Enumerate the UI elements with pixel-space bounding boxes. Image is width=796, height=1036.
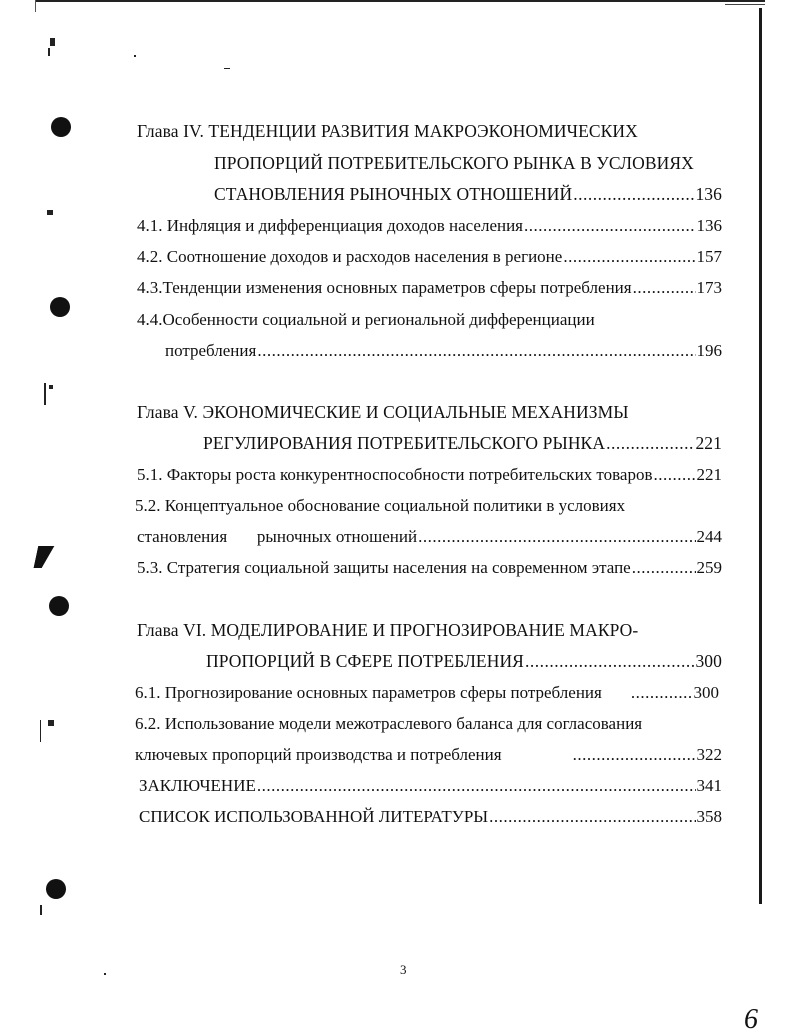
scan-speck [224,68,230,69]
corner-handwritten-mark: 6 [744,1004,758,1035]
chapter5-title-entry[interactable] [203,433,722,453]
toc-entry-page: 322 [696,745,722,764]
scan-speck [50,38,55,46]
toc-entry-label: 4.3.Тенденции изменения основных параметров сферы потребления [137,278,632,297]
leader-dots [563,247,695,267]
leader-dots [418,527,695,547]
scan-speck [40,905,42,915]
toc-entry-conclusion[interactable] [139,776,722,796]
chapter6-title-line2: ПРОПОРЦИЙ В СФЕРЕ ПОТРЕБЛЕНИЯ [206,651,524,671]
leader-dots [631,683,693,703]
chapter6-title-entry[interactable] [206,651,722,671]
toc-entry-page: 196 [696,341,722,360]
chapter4-title-line1: Глава IV. ТЕНДЕНЦИИ РАЗВИТИЯ МАКРОЭКОНОМИЧЕСКИХ [137,121,638,141]
toc-entry-label: потребления [165,341,257,360]
chapter5-title-line1: Глава V. ЭКОНОМИЧЕСКИЕ И СОЦИАЛЬНЫЕ МЕХАНИЗМЫ [137,402,629,422]
punch-hole-4 [46,879,66,899]
leader-dots [257,776,696,796]
toc-entry-label: ключевых пропорций производства и потребления [135,745,502,764]
toc-entry-page: 341 [696,776,722,795]
toc-entry-6-2[interactable] [135,745,722,765]
toc-entry-page: 259 [696,558,722,577]
toc-entry-4-1[interactable] [137,216,722,236]
scan-right-border [759,8,762,904]
scan-left-edge [35,0,36,12]
chapter4-page: 136 [695,184,722,204]
chapter6-title-line1: Глава VI. МОДЕЛИРОВАНИЕ И ПРОГНОЗИРОВАНИЕ МАКРО- [137,620,639,640]
toc-entry-label: СПИСОК ИСПОЛЬЗОВАННОЙ ЛИТЕРАТУРЫ [139,807,489,826]
toc-entry-page: 244 [696,527,722,546]
chapter4-title-line3: СТАНОВЛЕНИЯ РЫНОЧНЫХ ОТНОШЕНИЙ [214,184,573,204]
scan-speck [134,55,136,57]
chapter5-title-line2: РЕГУЛИРОВАНИЯ ПОТРЕБИТЕЛЬСКОГО РЫНКА [203,433,606,453]
scan-speck [48,48,50,56]
toc-entry-6-1[interactable] [135,683,719,703]
toc-entry-4-3[interactable] [137,278,722,298]
toc-entry-page: 157 [696,247,722,266]
page-number: 3 [400,962,407,977]
toc-entry-5-3[interactable] [137,558,722,578]
leader-dots [606,433,694,453]
leader-dots [573,745,696,765]
toc-entry-page: 358 [696,807,722,826]
scan-top-mark [725,4,765,5]
toc-entry-label: 6.1. Прогнозирование основных параметров сферы потребления [135,683,602,702]
toc-entry-4-4-line1: 4.4.Особенности социальной и региональной дифференциации [137,310,595,329]
toc-entry-label: ЗАКЛЮЧЕНИЕ [139,776,256,795]
toc-entry-label: 4.1. Инфляция и дифференциация доходов населения [137,216,524,235]
leader-dots [573,184,694,204]
toc-entry-page: 300 [693,683,719,702]
toc-entry-page: 173 [696,278,722,297]
leader-dots [525,651,694,671]
chapter5-page: 221 [695,433,722,453]
toc-entry-label: 5.3. Стратегия социальной защиты населения на современном этапе [137,558,631,577]
toc-entry-page: 221 [696,465,722,484]
toc-entry-5-2[interactable] [137,527,722,547]
chapter4-title-entry[interactable] [214,184,722,204]
leader-dots [257,341,695,361]
punch-hole-3 [49,596,69,616]
scan-speck [48,720,54,726]
scan-speck [47,210,53,215]
chapter6-page: 300 [695,651,722,671]
punch-hole-1 [51,117,71,137]
leader-dots [633,278,696,298]
punch-hole-2 [50,297,70,317]
toc-entry-4-4[interactable] [165,341,722,361]
toc-entry-5-2-line1: 5.2. Концептуальное обоснование социальной политики в условиях [135,496,626,515]
scan-speck [44,383,46,405]
toc-entry-5-1[interactable] [137,465,722,485]
scan-top-border [35,0,765,2]
leader-dots [654,465,696,485]
scan-speck [49,385,53,389]
leader-dots [489,807,695,827]
toc-entry-label: 5.1. Факторы роста конкурентноспособности потребительских товаров [137,465,653,484]
scan-binding-mark [34,546,55,568]
toc-entry-label: 4.2. Соотношение доходов и расходов населения в регионе [137,247,563,266]
toc-entry-4-2[interactable] [137,247,722,267]
toc-entry-page: 136 [696,216,722,235]
leader-dots [524,216,695,236]
toc-entry-bibliography[interactable] [139,807,722,827]
leader-dots [632,558,696,578]
toc-entry-6-2-line1: 6.2. Использование модели межотраслевого баланса для согласования [135,714,643,733]
chapter4-title-line2: ПРОПОРЦИЙ ПОТРЕБИТЕЛЬСКОГО РЫНКА В УСЛОВИЯХ [214,153,694,173]
toc-entry-label: становления рыночных отношений [137,527,418,546]
scan-speck [104,973,106,975]
scan-speck [40,720,41,742]
